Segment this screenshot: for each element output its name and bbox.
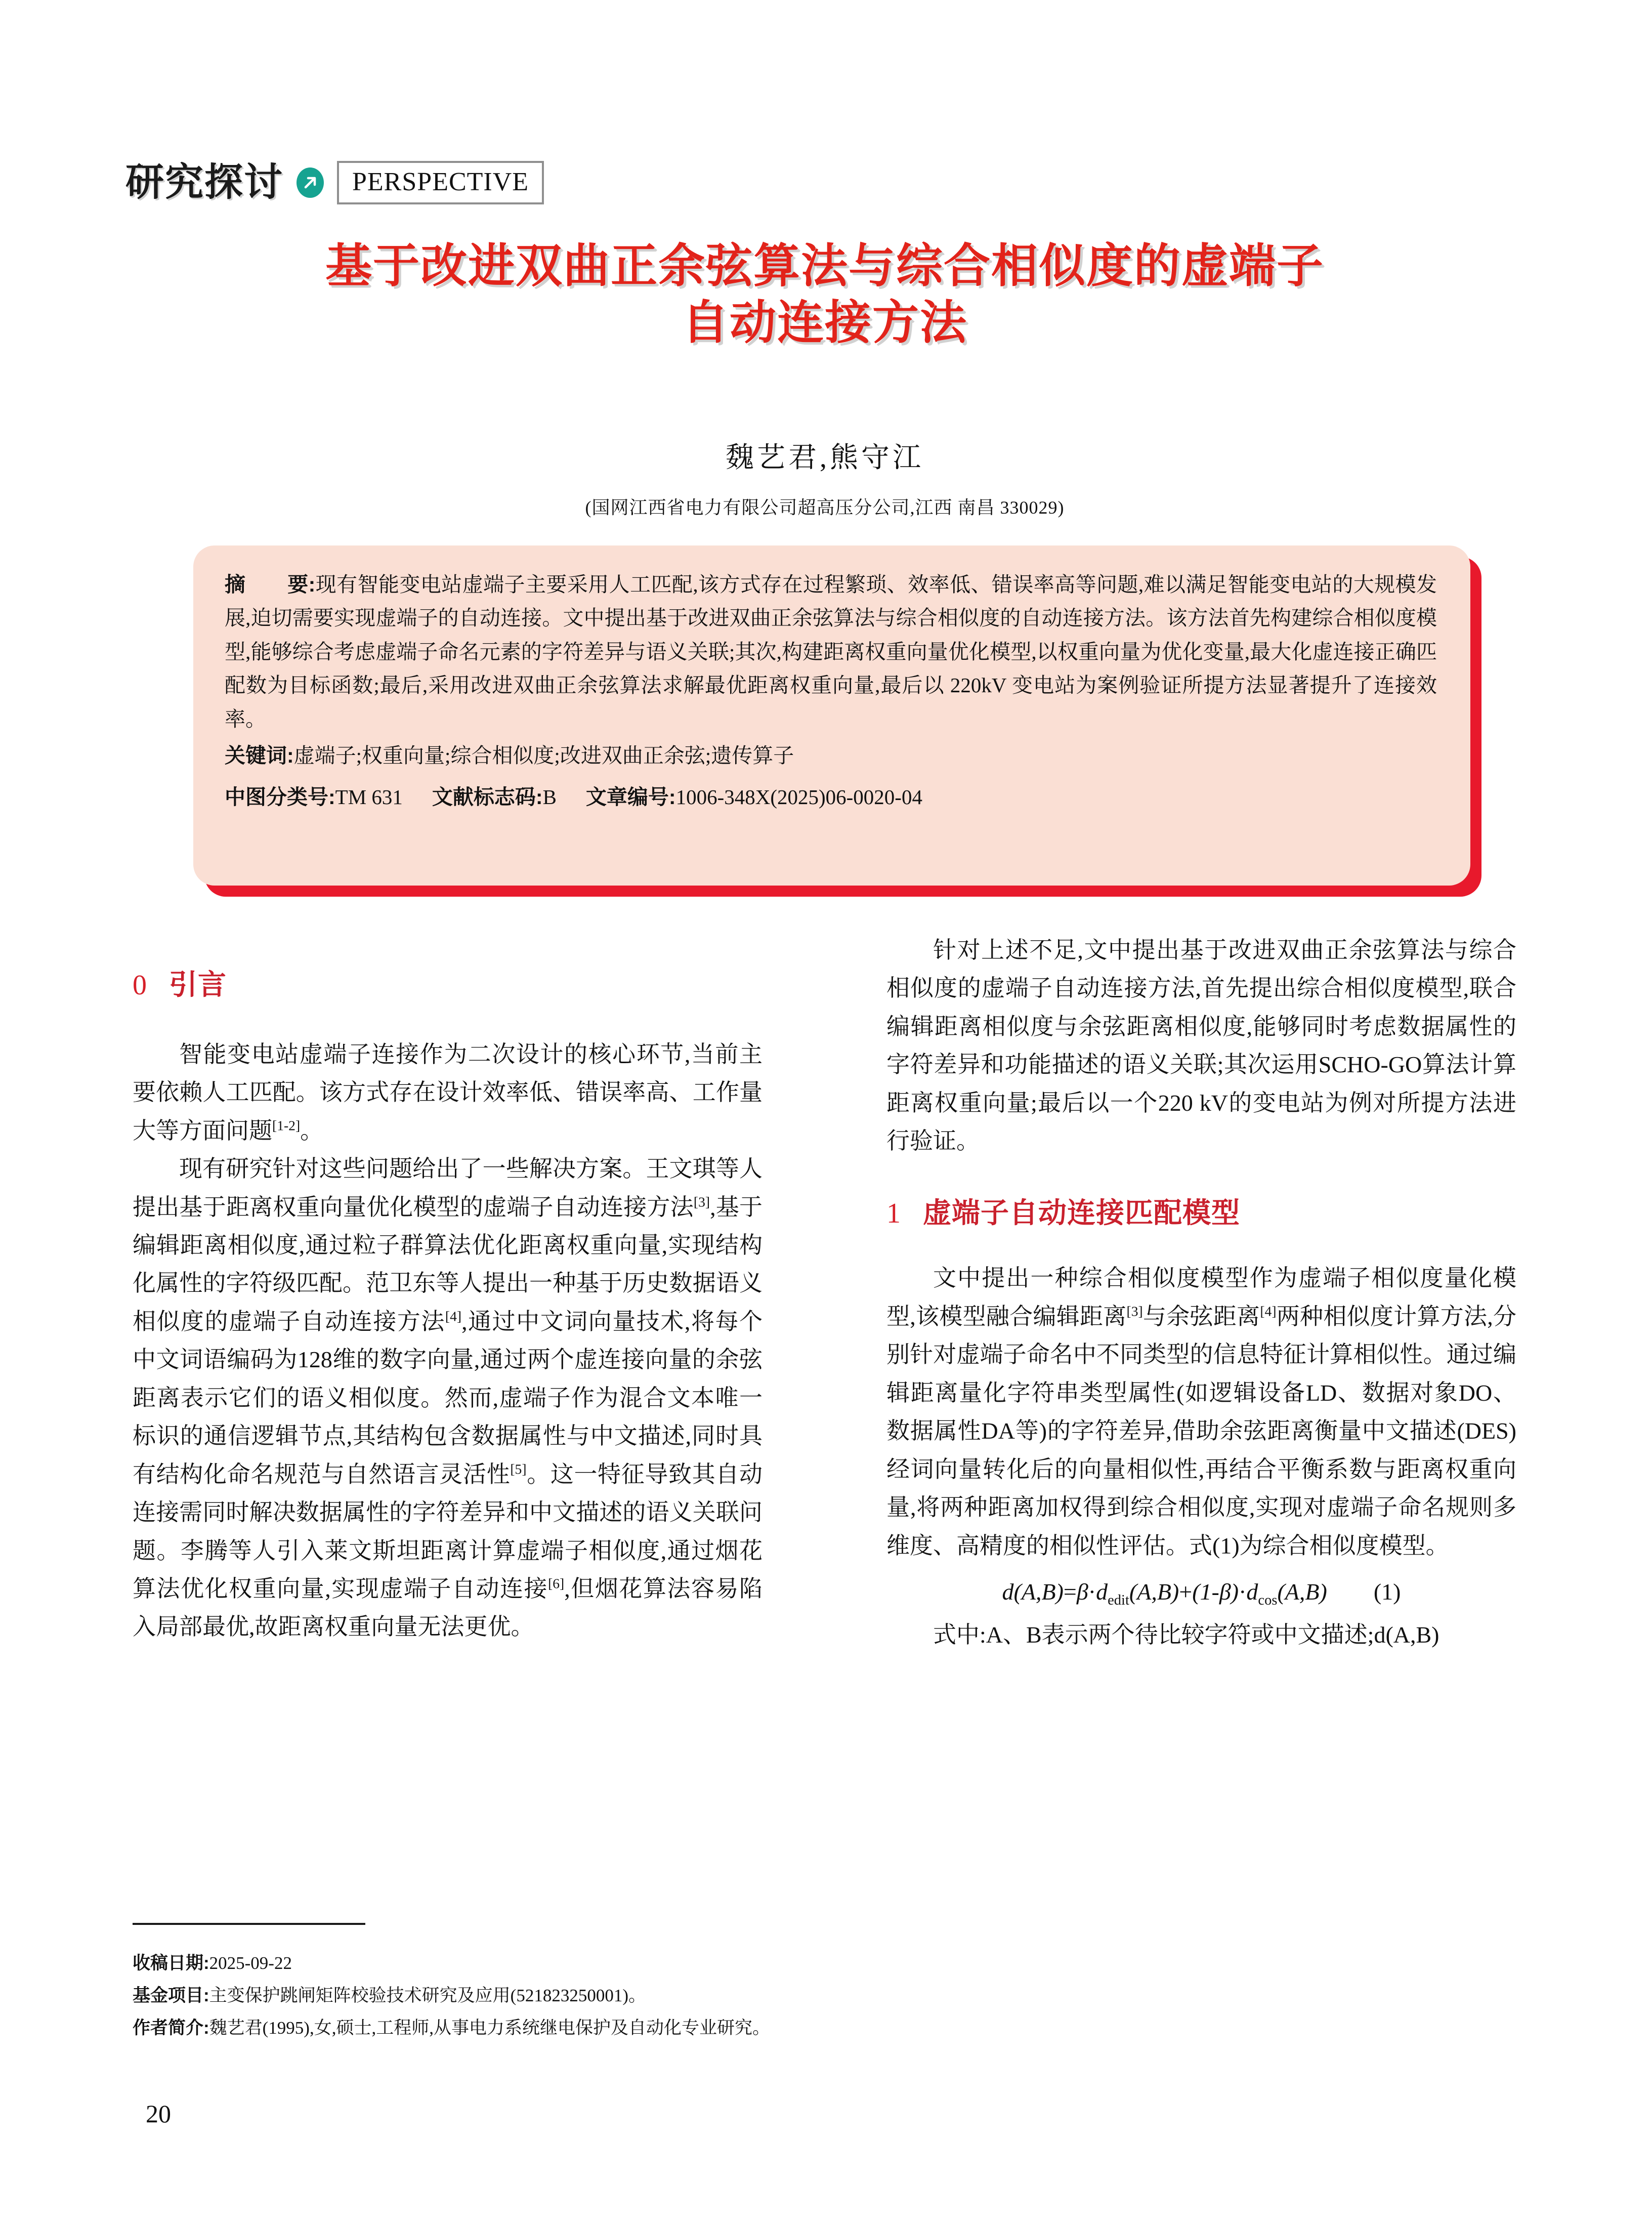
affiliation: (国网江西省电力有限公司超高压分公司,江西 南昌 330029): [585, 497, 1065, 518]
section-kicker-label: 研究探讨: [125, 161, 283, 204]
clc-value: TM 631: [335, 785, 403, 809]
page-title-line-1: 基于改进双曲正余弦算法与综合相似度的虚端子: [325, 240, 1324, 292]
footnote-received-label: 收稿日期:: [133, 1953, 209, 1973]
paragraph: 现有研究针对这些问题给出了一些解决方案。王文琪等人提出基于距离权重向量优化模型的虚端子自动连接方法[3],基于编辑距离相似度,通过粒子群算法优化距离权重向量,实现结构化属性的字符级匹配。范卫东等人提出一种基于历史数据语义相似度的虚端子自动连接方法[4],通过中文词向量技术,将每个中文词语编码为128维的数字向量,通过两个虚连接向量的余弦距离表示它们的语义相似度。然而,虚端子作为混合文本唯一标识的通信逻辑节点,其结构包含数据属性与中文描述,同时具有结构化命名规范与自然语言灵活性[5]。这一特征导致其自动连接需同时解决数据属性的字符差异和中文描述的语义关联问题。李腾等人引入莱文斯坦距离计算虚端子相似度,通过烟花算法优化权重向量,实现虚端子自动连接[6],但烟花算法容易陷入局部最优,故距离权重向量无法更优。: [133, 1156, 763, 1640]
keywords-value: 虚端子;权重向量;综合相似度;改进双曲正余弦;遗传算子: [293, 744, 794, 768]
paragraph: 针对上述不足,文中提出基于改进双曲正余弦算法与综合相似度的虚端子自动连接方法,首先提出综合相似度模型,联合编辑距离相似度与余弦距离相似度,能够同时考虑数据属性的字符差异和功能描述的语义关联;其次运用SCHO-GO算法计算距离权重向量;最后以一个220 kV的变电站为例对所提方法进行验证。: [886, 937, 1516, 1154]
footnote-fund-value: 主变保护跳闸矩阵校验技术研究及应用(521823250001)。: [209, 1986, 646, 2006]
document-code-label: 文献标志码:: [432, 785, 543, 809]
footnote-received-value: 2025-09-22: [209, 1953, 292, 1973]
keywords-label: 关键词:: [225, 744, 294, 768]
body-column-right: [886, 931, 1516, 1654]
footnote-author-value: 魏艺君(1995),女,硕士,工程师,从事电力系统继电保护及自动化专业研究。: [209, 2018, 770, 2038]
section-title-0: 引言: [169, 969, 227, 1000]
equation-1-expression: $d(A,B)=\beta\cdot d_{edit}(A,B)+(1-\beta)\cdot d_{cos}(A,B)$: [1002, 1578, 1327, 1609]
abstract-meta-row: [225, 780, 1437, 814]
footnote-author-label: 作者简介:: [133, 2018, 209, 2038]
section-heading-1: [886, 1190, 1516, 1237]
abstract-card: [193, 545, 1470, 886]
abstract-text: [225, 568, 1437, 736]
footnote-received-date: [133, 1948, 851, 1979]
author-list: 魏艺君,熊守江: [726, 442, 924, 474]
footnote-block: [133, 1948, 851, 2046]
section-kicker-row: [125, 161, 544, 204]
equation-1: [886, 1573, 1516, 1613]
section-heading-0: [133, 961, 763, 1009]
footnote-fund-label: 基金项目:: [133, 1986, 209, 2006]
section-title-1: 虚端子自动连接匹配模型: [923, 1196, 1240, 1229]
footnote-divider: [133, 1923, 365, 1925]
footnote-author-bio: [133, 2013, 851, 2043]
perspective-badge: PERSPECTIVE: [337, 161, 544, 204]
document-code: [432, 780, 557, 814]
abstract-label: 摘 要:: [225, 573, 316, 596]
page-title: [167, 238, 1482, 351]
abstract-body: 现有智能变电站虚端子主要采用人工匹配,该方式存在过程繁琐、效率低、错误率高等问题,难以满足智能变电站的大规模发展,迫切需要实现虚端子的自动连接。文中提出基于改进双曲正余弦算法与综合相似度的自动连接方法。该方法首先构建综合相似度模型,能够综合考虑虚端子命名元素的字符差异与语义关联;其次,构建距离权重向量优化模型,以权重向量为优化变量,最大化虚连接正确匹配数为目标函数;最后,采用改进双曲正余弦算法求解最优距离权重向量,最后以 220kV 变电站为案例验证所提方法显著提升了连接效率。: [225, 573, 1437, 731]
clc-number: [225, 780, 403, 814]
page-number: 20: [146, 2099, 171, 2128]
article-id-value: 1006-348X(2025)06-0020-04: [675, 785, 922, 809]
equation-1-number: (1): [1373, 1578, 1401, 1605]
article-id: [586, 780, 922, 814]
section-number-1: 1: [886, 1197, 901, 1229]
arrow-up-right-icon: [296, 167, 324, 198]
section-number-0: 0: [133, 970, 147, 1001]
clc-label: 中图分类号:: [225, 785, 335, 809]
footnote-fund: [133, 1981, 851, 2011]
body-column-left: [133, 961, 763, 1646]
paragraph: 式中:A、B表示两个待比较字符或中文描述;d(A,B): [933, 1621, 1439, 1648]
paragraph: 文中提出一种综合相似度模型作为虚端子相似度量化模型,该模型融合编辑距离[3]与余弦距离[4]两种相似度计算方法,分别针对虚端子命名中不同类型的信息特征计算相似性。通过编辑距离量化字符串类型属性(如逻辑设备LD、数据对象DO、数据属性DA等)的字符差异,借助余弦距离衡量中文描述(DES)经词向量转化后的向量相似性,再结合平衡系数与距离权重向量,将两种距离加权得到综合相似度,实现对虚端子命名规则多维度、高精度的相似性评估。式(1)为综合相似度模型。: [886, 1265, 1517, 1559]
page-title-line-2: 自动连接方法: [682, 297, 967, 349]
article-id-label: 文章编号:: [585, 785, 676, 809]
document-code-value: B: [542, 785, 557, 809]
paragraph: 智能变电站虚端子连接作为二次设计的核心环节,当前主要依赖人工匹配。该方式存在设计效率低、错误率高、工作量大等方面问题[1-2]。: [133, 1041, 763, 1144]
keywords-row: [225, 739, 1437, 772]
